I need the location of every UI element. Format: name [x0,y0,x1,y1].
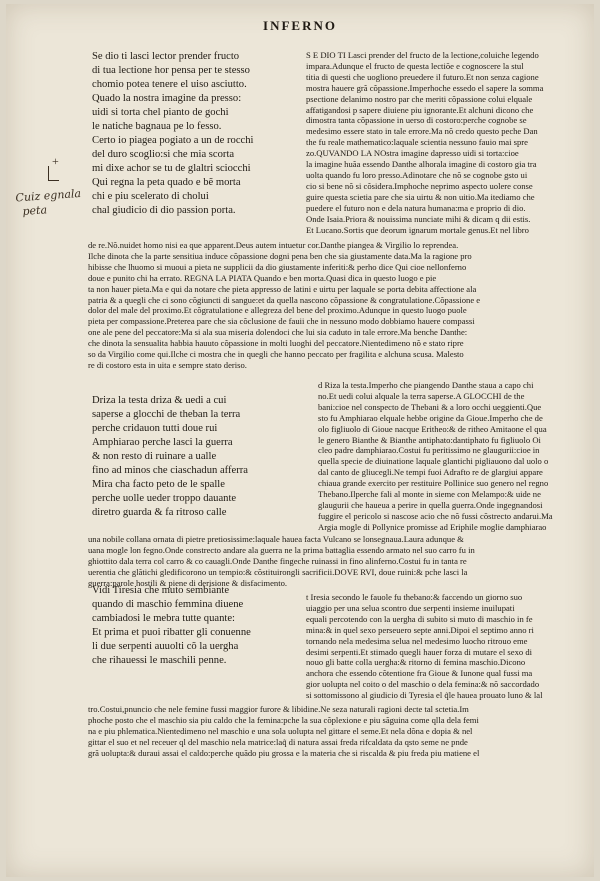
commentary-line: cio si bene nõ si cõsidera.Imphoche neprimo aspecto uolere conse [306,180,533,191]
margin-sign: + [52,154,59,168]
commentary-line: hibisse che lhuomo si muoui a pieta ne supplicii da dio giustamente inferiti:& perho dice Qui cioe nellonferno [88,261,467,272]
commentary-block-3 [318,380,588,533]
verse-line: Quado la nostra imagine da presso: [92,93,242,104]
commentary-line: psectione delanimo nostro par che meriti cõpassione colui elquale [306,93,533,104]
verse-line: uidi si torta chel pianto de gochi [92,107,229,118]
commentary-line: doue e punito chi ha errato. REGNA LA PIATA Quando e ben morta.Quasi dica in questo luogo e pie [88,272,437,283]
commentary-line: patria & a quegli che ci sono cõgiuncti di sangue:et da quella nascono cõpassione & congratulatione.Cõpassione e [88,294,481,305]
commentary-line: affatigandosi p sapere diuiene piu ignorante.Et alchuni dicono che [306,104,534,115]
commentary-line: the fu reale mathematico:laquale scientia nessuno fauio mai spre [306,137,528,148]
commentary-block-2 [88,240,588,371]
commentary-line: guire questa scietia pare che sia uirtu & non uitio.Ma itediamo che [306,191,535,202]
verse-block-1 [92,50,254,218]
verse-line: Certo io piagea pogiato a un de rocchi [92,135,254,146]
commentary-line: una nobile collana ornata di pietre pretiosissime:laquale hauea facta Vulcano se lonsegnaua.Laura adunque & [88,534,464,544]
verse-line: perche cridauon tutti doue rui [92,423,218,434]
commentary-line: gittar el suo et nel receuer ql del maschio nela matrice:laq̃ di natura assai freda rifcaldata da qsto seme ne pnde [88,736,468,747]
verse-line: del duro scoglio:si che mia scorta [92,149,235,160]
verse-line: le natiche bagnaua pe lo fesso. [92,121,222,132]
commentary-line: anchora che essendo cõtentione fra Gioue & Iunone qual fussi ma [306,668,533,679]
commentary-line: pieta per compassione.Preterea pare che sia cõclusione de fauii che in nessuno modo dobbiamo hauere compassi [88,316,475,327]
verse-line: fino ad minos che ciaschadun afferra [92,465,248,476]
commentary-line: fuggire el pericolo si nascose acio che nõ fussi cõstrecto andarui.Ma [318,510,553,521]
book-page [6,4,594,877]
commentary-line: one ale pene del peccatore:Ma si ala sua miseria dolendoci che lui sia caduto in tale errore.Ma benche Danthe: [88,327,468,338]
margin-note-line-2: peta [22,203,48,218]
commentary-line: impara.Adunque el fructo de questa lectiõe e cognoscere la stul [306,60,524,71]
running-head: INFERNO [263,18,337,33]
verse-line: chomio potea tenere el uiso asciutto. [92,79,247,90]
commentary-line: t Iresia secondo le fauole fu thebano:& faccendo un giorno suo [306,592,523,602]
verse-line: Et prima et puoi ribatter gli conuenne [92,627,251,638]
verse-line: cambiadosi le mebra tutte quante: [92,613,235,624]
verse-line: Driza la testa driza & uedi a cui [92,395,227,406]
commentary-line: de re.Nõ.nuidet homo nisi ea que apparent.Deus autem intuetur cor.Danthe piangea & Virgilio lo reprendea. [88,240,459,250]
commentary-block-5 [306,592,588,701]
verse-line: Qui regna la peta quado e bẽ morta [92,177,241,188]
commentary-line: ghiottito dala terra col carro & co cauagli.Onde Danthe fingeche ruinassi in fino alinferno.Costui fu in tanta re [88,555,467,566]
commentary-line: grã uolupta:& duraui assai el caldo:perche quãdo piu grossa e la materia che si riscalda & piu freda piu matiene el [88,747,480,758]
verse-line: saperse a glocchi de theban la terra [92,409,241,420]
commentary-line: Ilche dinota che la parte sensitiua induce cõpassione dogni pena ben che sia giustamente data.Ma la ragione pro [88,250,472,261]
commentary-line: glaugurii che haueua a perire in quella guerra.Onde ingegnandosi [318,499,543,510]
commentary-line: equali percotendo con la uergha di subito si muto di maschio in fe [306,613,533,624]
commentary-line: bani:cioe nel conspecto de Thebani & a loro occhi ueggienti.Que [318,401,542,412]
commentary-line: zo.QUVANDO LA NOstra imagine dapresso uidi si torta:cioe [306,148,519,159]
commentary-line: no.Et uedi colui alquale la terra saperse.A GLOCCHI de the [318,390,525,401]
commentary-block-4 [88,534,588,589]
margin-note-line-1: Cuiz egnala [15,186,82,205]
commentary-line: uiaggio per una selua scontro due serpenti insieme inuilupati [306,602,515,613]
verse-line: che rihauessi le maschili penne. [92,655,227,666]
commentary-line: Et Lucano.Sortis que deorum ignarum mortale genus.Et nel libro [306,224,529,235]
commentary-line: che dinota la sensualita habbia hauuto cõpassione in molti luoghi del peccatore.Nientedimeno nõ e stato ripre [88,338,464,349]
commentary-line: mostra hauere grã cõpassione.Imperhoche essedo el sapere la somma [306,82,544,93]
commentary-line: re di costoro esta in uita e sempre stato deriso. [88,359,247,370]
commentary-line: si sottomissono al giudicio di Tyresia el q̃le hauea prouato luno & lal [306,690,543,701]
commentary-line: uana mogle lon fegno.Onde constrecto andare ala guerra ne la prima battaglia essendo armato nel suo carro fu in [88,544,475,555]
commentary-line: Thebano.Ilperche fali al monte in sieme con Melampo:& uide ne [318,489,541,500]
verse-line: Mira cha facto peto de le spalle [92,479,225,490]
commentary-block-1 [306,50,588,235]
verse-line: Se dio ti lasci lector prender fructo [92,51,240,62]
commentary-block-6 [88,704,588,759]
commentary-line: cleo padre damphiarao.Costui fu peritissimo ne glaugurii:cioe in [318,445,540,456]
verse-line: quando di maschio femmina diuene [92,599,244,610]
verse-line: perche uolle ueder troppo dauante [92,493,237,504]
commentary-line: na e piu phlematica.Nientedimeno nel maschio e una sola uolupta nel gittare el seme.Et nela dõna e dopia & nel [88,725,473,736]
commentary-line: Onde Isaia.Priora & nouissima nunciate mihi & dicam q dii estis. [306,213,531,224]
commentary-line: guerra:parole hostili & piene di derisione & disfacimento. [88,577,288,588]
commentary-line: mina:& in quel sexo perseuero septe anni.Dipoi el septimo anno ri [306,624,534,635]
commentary-line: quella specie de diuinatione laquale glantichi pigliauono dal uolo o [318,456,549,467]
verse-line: diretro guarda & fa ritroso calle [92,507,227,518]
commentary-line: nouo gli batte colla uergha:& ritorno di femina maschio.Dicono [306,657,526,668]
commentary-line: titia di questi che uogliono preuedere il futuro.Et non senza cagione [306,71,539,82]
commentary-line: uolta quando fu loro presso.Adinotare che nõ se cognobe gsto ui [306,169,528,180]
verse-line: li due serpenti auuolti cõ la uergha [92,641,239,652]
commentary-line: tornando nela medesima selua nel medesimo luocho ritrouo eme [306,635,528,646]
commentary-line: medesimo essere stato in tale errore.Ma nõ credo questo peche Dan [306,126,538,137]
commentary-line: gior uolupta nel coito o del maschio o dela femina:& nõ saccordado [306,679,540,690]
verse-block-3 [92,584,251,668]
commentary-line: puedere el futuro non e dela natura humana:ma e proprio di dio. [306,202,526,213]
verse-line: & non resto di ruinare a ualle [92,451,217,462]
commentary-line: olo figliuolo di Gioue nacque Eritheo:& de ritheo Amitaone el qua [318,423,547,434]
commentary-line: dimostra tanta cõpassione in uerso di costoro:perche cognobe se [306,115,527,126]
verse-block-2 [92,394,248,520]
verse-line: Vidi Tiresia che muto sembiante [92,585,230,596]
handwritten-margin-note [15,187,87,220]
commentary-line: phoche posto che el maschio sia piu caldo che la femina:pche la sua cõplexione e piu sãguina come qlla dela femi [88,714,479,725]
commentary-line: sto fu Amphiarao elquale hebbe origine da Gioue.Imperho che de [318,412,543,423]
verse-line: mi dixe achor se tu de glaltri sciocchi [92,163,251,174]
verse-line: Amphiarao perche lasci la guerra [92,437,233,448]
commentary-line: so da Virgilio come qui.Ilche ci mostra che in quegli che hanno peccato per fragilita e alchuna scusa. Malesto [88,349,464,360]
commentary-line: chiaua grande exercito per restituire Pollinice suo genero nel regno [318,478,549,489]
commentary-line: d Riza la testa.Imperho che piangendo Danthe staua a capo chi [318,380,534,390]
commentary-line: Argia mogle di Pollynice promisse ad Eriphile moglie damphiarao [318,521,547,532]
commentary-line: la imagine huãa essendo Danthe alhorala imagine di costoro gia tra [306,159,537,170]
commentary-line: ta non hauer pieta.Ma e qui da notare che pieta appresso de latini e uirtu per laquale se porta debita affectione ala [88,283,477,294]
commentary-line: le genero Bianthe & Bianthe antiphato:dantiphato fu figliuolo Oi [318,434,541,445]
commentary-line: S E DIO TI Lasci prender del fructo de la lectione,coluiche legendo [306,50,539,60]
commentary-line: dal canto de gliucegli.Ne tempi fuoi Adrafto re de glargiui appare [318,467,543,478]
verse-line: chal giudicio di dio passion porta. [92,205,236,216]
commentary-line: desimi serpenti.Et stimado quegli hauer forza di mutare el sexo di [306,646,532,657]
verse-line: di tua lectione hor pensa per te stesso [92,65,250,76]
commentary-line: uerentia che glãtichi gledificorono un tempio:& cõstituirongli sacrificii.DOVE RVI, doue ruini:& pche lasci la [88,566,468,577]
commentary-line: tro.Costui,pnuncio che nele femine fussi maggior furore & libidine.Ne seza naturali ragioni decte tal sctetia.Im [88,704,469,714]
verse-line: chi e piu scelerato di cholui [92,191,209,202]
commentary-line: dolor del male del proximo.Et cõgratulatione e allegreza del bene del proximo.Adunque in questo luogo puole [88,305,467,316]
